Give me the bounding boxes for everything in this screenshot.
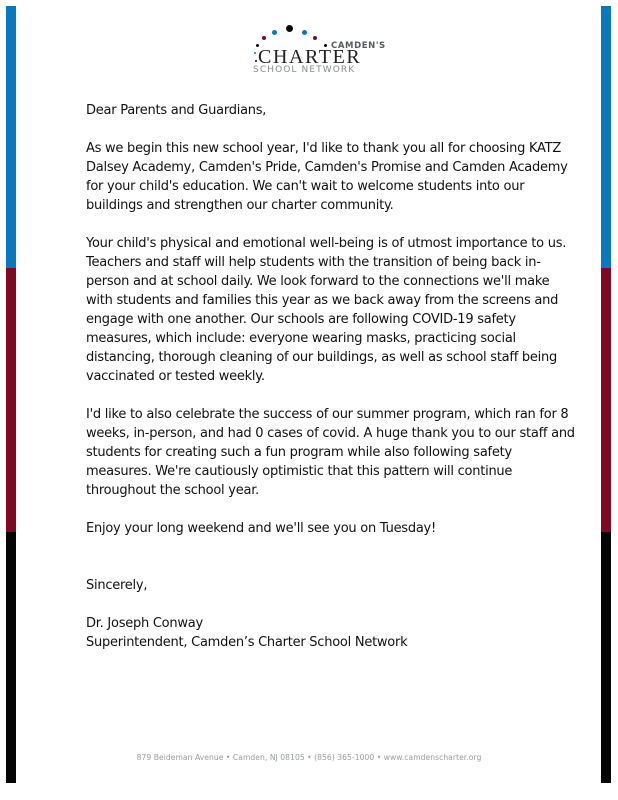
text-line: measures, which include: everyone wearing masks, practicing social — [86, 331, 516, 346]
logo-dot-icon — [254, 52, 256, 54]
left-bar-black-segment — [6, 532, 16, 783]
text-line: students for creating such a fun program while also following safety — [86, 445, 512, 460]
text-line: with students and families this year as we back away from the screens and — [86, 293, 559, 308]
text-line: for your child's education. We can't wait to welcome students into our — [86, 179, 525, 194]
text-line: engage with one another. Our schools are following COVID-19 safety — [86, 312, 516, 327]
letter-body — [86, 101, 591, 652]
right-bar-blue-segment — [601, 6, 611, 268]
text-line: vaccinated or tested weekly. — [86, 369, 265, 384]
text-line: person and at school daily. We look forward to the connections we'll make — [86, 274, 550, 289]
right-bar-maroon-segment — [601, 268, 611, 532]
text-line: I'd like to also celebrate the success of our summer program, which ran for 8 — [86, 407, 569, 422]
paragraph-wellbeing — [86, 234, 591, 386]
text-line: buildings and strengthen our charter community. — [86, 198, 394, 213]
logo-network-text: SCHOOL NETWORK — [253, 65, 356, 75]
paragraph-welcome — [86, 139, 591, 215]
text-line: distancing, thorough cleaning of our buildings, as well as school staff being — [86, 350, 558, 365]
closing: Sincerely, — [86, 578, 148, 593]
signer-title: Superintendent, Camden’s Charter School Network — [86, 635, 408, 650]
right-bar-black-segment — [601, 532, 611, 783]
text-line: Enjoy your long weekend and we'll see you on Tuesday! — [86, 521, 436, 536]
text-line: As we begin this new school year, I'd like to thank you all for choosing KATZ — [86, 141, 562, 156]
left-color-bar — [6, 6, 16, 783]
logo-charter-text: CHARTER — [258, 46, 362, 68]
text-line: Your child's physical and emotional well-being is of utmost importance to us. — [86, 236, 567, 251]
salutation: Dear Parents and Guardians, — [86, 103, 267, 118]
logo-dot-icon — [313, 36, 317, 40]
footer-address: 879 Beideman Avenue • Camden, NJ 08105 • (856) 365-1000 • www.camdenscharter.org — [136, 753, 482, 762]
logo-dot-icon — [255, 60, 257, 62]
logo-dot-icon — [272, 30, 277, 35]
left-bar-maroon-segment — [6, 268, 16, 532]
logo-dot-icon — [286, 25, 293, 32]
paragraph-summer-program — [86, 405, 591, 500]
left-bar-blue-segment — [6, 6, 16, 268]
camdens-charter-logo — [245, 20, 385, 80]
signature-block — [86, 614, 591, 652]
signer-name: Dr. Joseph Conway — [86, 616, 203, 631]
text-line: weeks, in-person, and had 0 cases of covid. A huge thank you to our staff and — [86, 426, 575, 441]
paragraph-weekend — [86, 519, 591, 538]
right-color-bar — [601, 6, 611, 783]
text-line: throughout the school year. — [86, 483, 259, 498]
logo-camdens-text: CAMDEN'S — [331, 41, 386, 51]
text-line: Teachers and staff will help students with the transition of being back in- — [86, 255, 541, 270]
text-line: Dalsey Academy, Camden's Pride, Camden's Promise and Camden Academy — [86, 160, 568, 175]
logo-dot-icon — [302, 30, 307, 35]
logo-dot-icon — [262, 36, 266, 40]
text-line: measures. We're cautiously optimistic that this pattern will continue — [86, 464, 513, 479]
